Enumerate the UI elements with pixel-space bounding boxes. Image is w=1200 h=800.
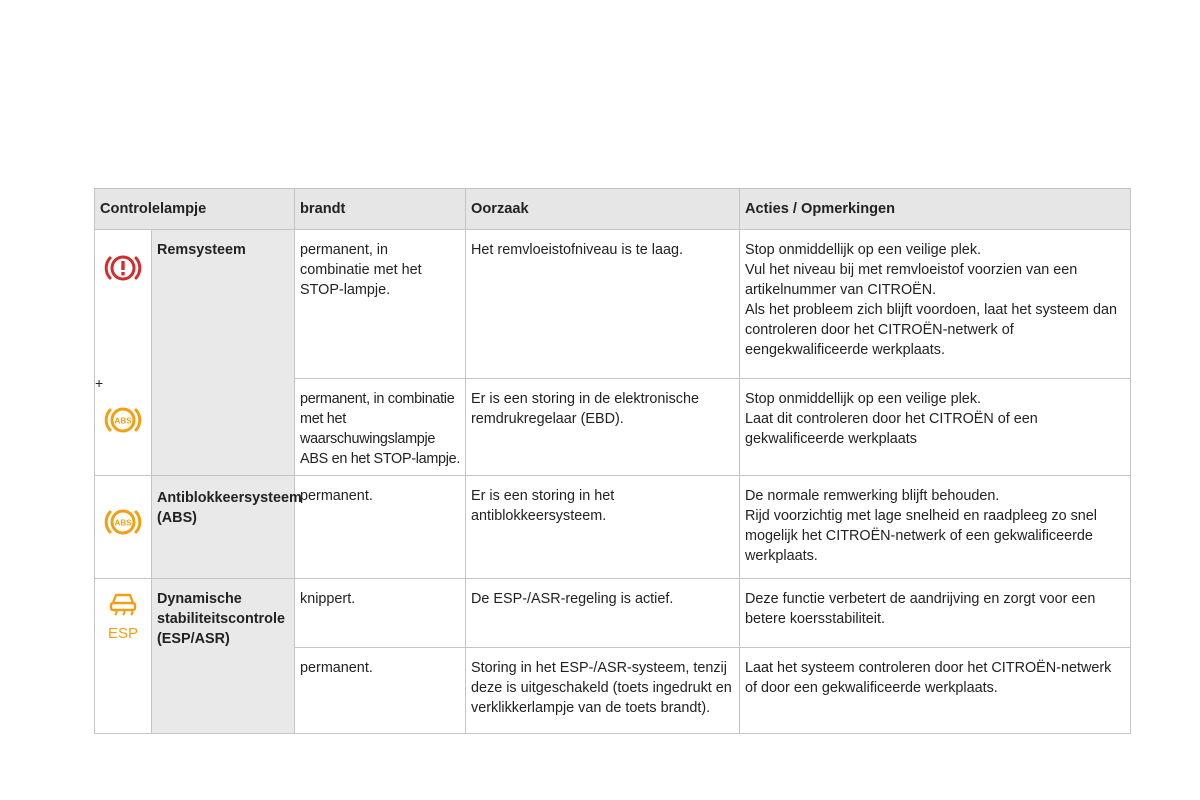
svg-text:ABS: ABS bbox=[114, 416, 132, 426]
brake-burns-1: permanent, in combinatie met het STOP-lampje. bbox=[295, 230, 466, 379]
esp-icon bbox=[106, 589, 140, 641]
abs-icon-cell bbox=[95, 476, 152, 579]
table-header-row bbox=[95, 189, 1131, 230]
brake-icons-cell bbox=[95, 230, 152, 476]
action-line: Als het probleem zich blijft voordoen, laat het systeem dan controleren door het CITROËN-netwerk of eengekwalificeerde werkplaats. bbox=[745, 302, 1117, 358]
system-brake: Remsysteem bbox=[152, 230, 295, 476]
abs-burns: permanent. bbox=[295, 476, 466, 579]
plus-sign: + bbox=[95, 375, 104, 391]
header-actions: Acties / Opmerkingen bbox=[740, 189, 1131, 230]
warning-lamps-table bbox=[94, 188, 1131, 734]
brake-actions-1 bbox=[740, 230, 1131, 379]
brake-actions-2 bbox=[740, 379, 1131, 476]
esp-actions-2: Laat het systeem controleren door het CITROËN-netwerk of door een gekwalificeerde werkplaats. bbox=[740, 648, 1131, 734]
action-line: De normale remwerking blijft behouden. bbox=[745, 488, 1000, 504]
brake-burns-2: permanent, in combinatie met het waarschuwingslampje ABS en het STOP-lampje. bbox=[295, 379, 466, 476]
esp-burns-2: permanent. bbox=[295, 648, 466, 734]
svg-text:ABS: ABS bbox=[114, 518, 132, 528]
table-row bbox=[95, 230, 1131, 379]
abs-cause: Er is een storing in het antiblokkeersysteem. bbox=[466, 476, 740, 579]
brake-warning-icon bbox=[103, 252, 143, 284]
header-cause: Oorzaak bbox=[466, 189, 740, 230]
brake-cause-2: Er is een storing in de elektronische remdrukregelaar (EBD). bbox=[466, 379, 740, 476]
abs-warning-icon bbox=[103, 506, 143, 538]
esp-icon-cell bbox=[95, 579, 152, 734]
abs-warning-icon bbox=[103, 404, 143, 436]
action-line: Vul het niveau bij met remvloeistof voorzien van een artikelnummer van CITROËN. bbox=[745, 262, 1078, 298]
table-row bbox=[95, 579, 1131, 648]
esp-icon-text: ESP bbox=[107, 625, 139, 641]
header-burns: brandt bbox=[295, 189, 466, 230]
system-abs: Antiblokkeersysteem (ABS) bbox=[152, 476, 295, 579]
table-row bbox=[95, 476, 1131, 579]
action-line: Rijd voorzichtig met lage snelheid en raadpleeg zo snel mogelijk het CITROËN-netwerk of een gekwalificeerde werkplaats. bbox=[745, 508, 1097, 564]
abs-actions bbox=[740, 476, 1131, 579]
action-line: Stop onmiddellijk op een veilige plek. bbox=[745, 242, 982, 258]
esp-actions-1: Deze functie verbetert de aandrijving en zorgt voor een betere koersstabiliteit. bbox=[740, 579, 1131, 648]
header-lamp: Controlelampje bbox=[95, 189, 295, 230]
action-line: Stop onmiddellijk op een veilige plek. bbox=[745, 391, 982, 407]
esp-cause-2: Storing in het ESP-/ASR-systeem, tenzij deze is uitgeschakeld (toets ingedrukt en verklikkerlampje van de toets brandt). bbox=[466, 648, 740, 734]
esp-cause-1: De ESP-/ASR-regeling is actief. bbox=[466, 579, 740, 648]
esp-burns-1: knippert. bbox=[295, 579, 466, 648]
system-esp: Dynamische stabiliteitscontrole (ESP/ASR) bbox=[152, 579, 295, 734]
action-line: Laat dit controleren door het CITROËN of een gekwalificeerde werkplaats bbox=[745, 411, 1038, 447]
brake-cause-1: Het remvloeistofniveau is te laag. bbox=[466, 230, 740, 379]
